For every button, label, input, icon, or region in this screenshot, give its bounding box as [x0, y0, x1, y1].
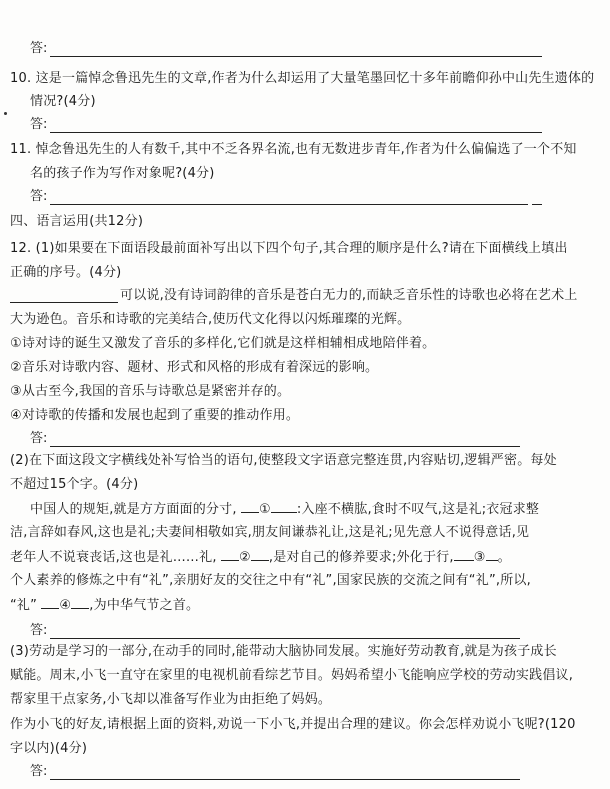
- question-12-3-line-4: 作为小飞的好友,请根据上面的资料,劝说一下小飞,并提出合理的建议。你会怎样劝说小飞呢?(120: [10, 717, 576, 732]
- blank-3-marker: ③: [473, 550, 486, 565]
- answer-label-q11: 答:: [30, 189, 48, 204]
- stray-mark: [4, 112, 7, 115]
- option-3: ③从古至今,我国的音乐与诗歌总是紧密并存的。: [10, 384, 291, 399]
- answer-label-top: 答:: [30, 41, 48, 56]
- passage-2-line-1-end: :入座不横肱,食时不叹气,这是礼;衣冠求整: [296, 502, 540, 517]
- question-12-3-line-1: (3)劳动是学习的一部分,在动手的同时,能带动大脑协同发展。实施好劳动教育,就是为孩子成长: [10, 644, 557, 659]
- answer-line-top[interactable]: [50, 56, 542, 57]
- passage-1-line-1: 可以说,没有诗词韵律的音乐是苍白无力的,而缺乏音乐性的诗歌也必将在艺术上: [120, 288, 578, 303]
- passage-2-line-4: 个人素养的修炼之中有“礼”,亲朋好友的交往之中有“礼”,国家民族的交流之间有“礼”,所以,: [10, 573, 531, 588]
- answer-line-q12-1[interactable]: [50, 446, 520, 447]
- blank-2-marker: ②: [239, 550, 251, 565]
- passage-2-line-5-end: ,为中华气节之首。: [89, 598, 200, 613]
- order-fill-blank[interactable]: [10, 302, 118, 303]
- passage-1-line-2: 大为逊色。音乐和诗歌的完美结合,使历代文化得以闪烁璀璨的光辉。: [10, 312, 411, 327]
- passage-2-line-3-start: 老年人不说衰丧话,这也是礼……礼,: [10, 550, 217, 565]
- answer-line-q12-3[interactable]: [50, 779, 520, 780]
- blank-1-marker: ①: [259, 502, 271, 517]
- question-12-3-line-2: 赋能。周末,小飞一直守在家里的电视机前看综艺节目。妈妈希望小飞能响应学校的劳动实践倡议,: [10, 668, 574, 683]
- question-11-line-2: 名的孩子作为写作对象呢?(4分): [30, 166, 215, 181]
- blank-3-input[interactable]: [486, 548, 498, 561]
- blank-2-input[interactable]: [251, 548, 269, 561]
- answer-label-q12-2: 答:: [30, 623, 48, 638]
- question-10-line-2: 情况?(4分): [30, 94, 96, 109]
- question-11-line-1: 11. 悼念鲁迅先生的人有数千,其中不乏各界名流,也有无数进步青年,作者为什么偏偏选了一个不知: [10, 142, 577, 157]
- answer-line-q11-tail: [532, 204, 542, 205]
- question-12-2-line-1: (2)在下面这段文字横线处补写恰当的语句,使整段文字语意完整连贯,内容贴切,逻辑严密。每处: [10, 453, 557, 468]
- blank-2-lead: [221, 548, 239, 561]
- answer-line-q11[interactable]: [50, 204, 528, 205]
- question-12-1-line-1: 12. (1)如果要在下面语段最前面补写出以下四个句子,其合理的顺序是什么?请在下面横线上填出: [10, 241, 568, 256]
- blank-4-marker: ④: [59, 598, 72, 613]
- passage-2-line-1: [30, 500, 539, 519]
- option-4: ④对诗歌的传播和发展也起到了重要的推动作用。: [10, 408, 300, 423]
- answer-line-q12-2[interactable]: [50, 638, 520, 639]
- blank-4-input[interactable]: [71, 596, 89, 609]
- blank-4-lead: [41, 596, 59, 609]
- option-2: ②音乐对诗歌内容、题材、形式和风格的形成有着深远的影响。: [10, 360, 379, 375]
- passage-2-line-5-start: “礼”: [10, 598, 38, 613]
- passage-2-line-3: 老年人不说衰丧话,这也是礼……礼, ② ,是对自己的修养要求;外化于行, ③ 。: [10, 550, 511, 565]
- passage-2-line-1-start: 中国人的规矩,就是方方面面的分寸,: [30, 502, 237, 517]
- blank-1-input[interactable]: [271, 500, 297, 513]
- blank-3-lead: [454, 548, 474, 561]
- passage-2-line-5: [10, 596, 199, 615]
- answer-label-q12-1: 答:: [30, 431, 48, 446]
- answer-line-q10[interactable]: [50, 132, 542, 133]
- answer-label-q10: 答:: [30, 117, 48, 132]
- passage-2-line-2: 洁,言辞如春风,这也是礼;夫妻间相敬如宾,朋友间谦恭礼让,这是礼;见先意人不说得意话,见: [10, 525, 530, 540]
- answer-label-q12-3: 答:: [30, 764, 48, 779]
- blank-1-lead: [241, 500, 259, 513]
- question-10-line-1: 10. 这是一篇悼念鲁迅先生的文章,作者为什么却运用了大量笔墨回忆十多年前瞻仰孙中山先生遗体的: [10, 71, 595, 86]
- question-12-3-line-3: 帮家里干点家务,小飞却以准备写作业为由拒绝了妈妈。: [10, 692, 332, 707]
- question-12-3-line-5: 字以内)(4分): [10, 741, 88, 756]
- section-4-title: 四、语言运用(共12分): [10, 214, 144, 229]
- question-12-1-line-2: 正确的序号。(4分): [10, 265, 122, 280]
- passage-2-line-3-mid: ,是对自己的修养要求;外化于行,: [268, 550, 454, 565]
- question-12-2-line-2: 不超过15个字。(4分): [10, 477, 139, 492]
- option-1: ①诗对诗的诞生又激发了音乐的多样化,它们就是这样相辅相成地陪伴着。: [10, 336, 436, 351]
